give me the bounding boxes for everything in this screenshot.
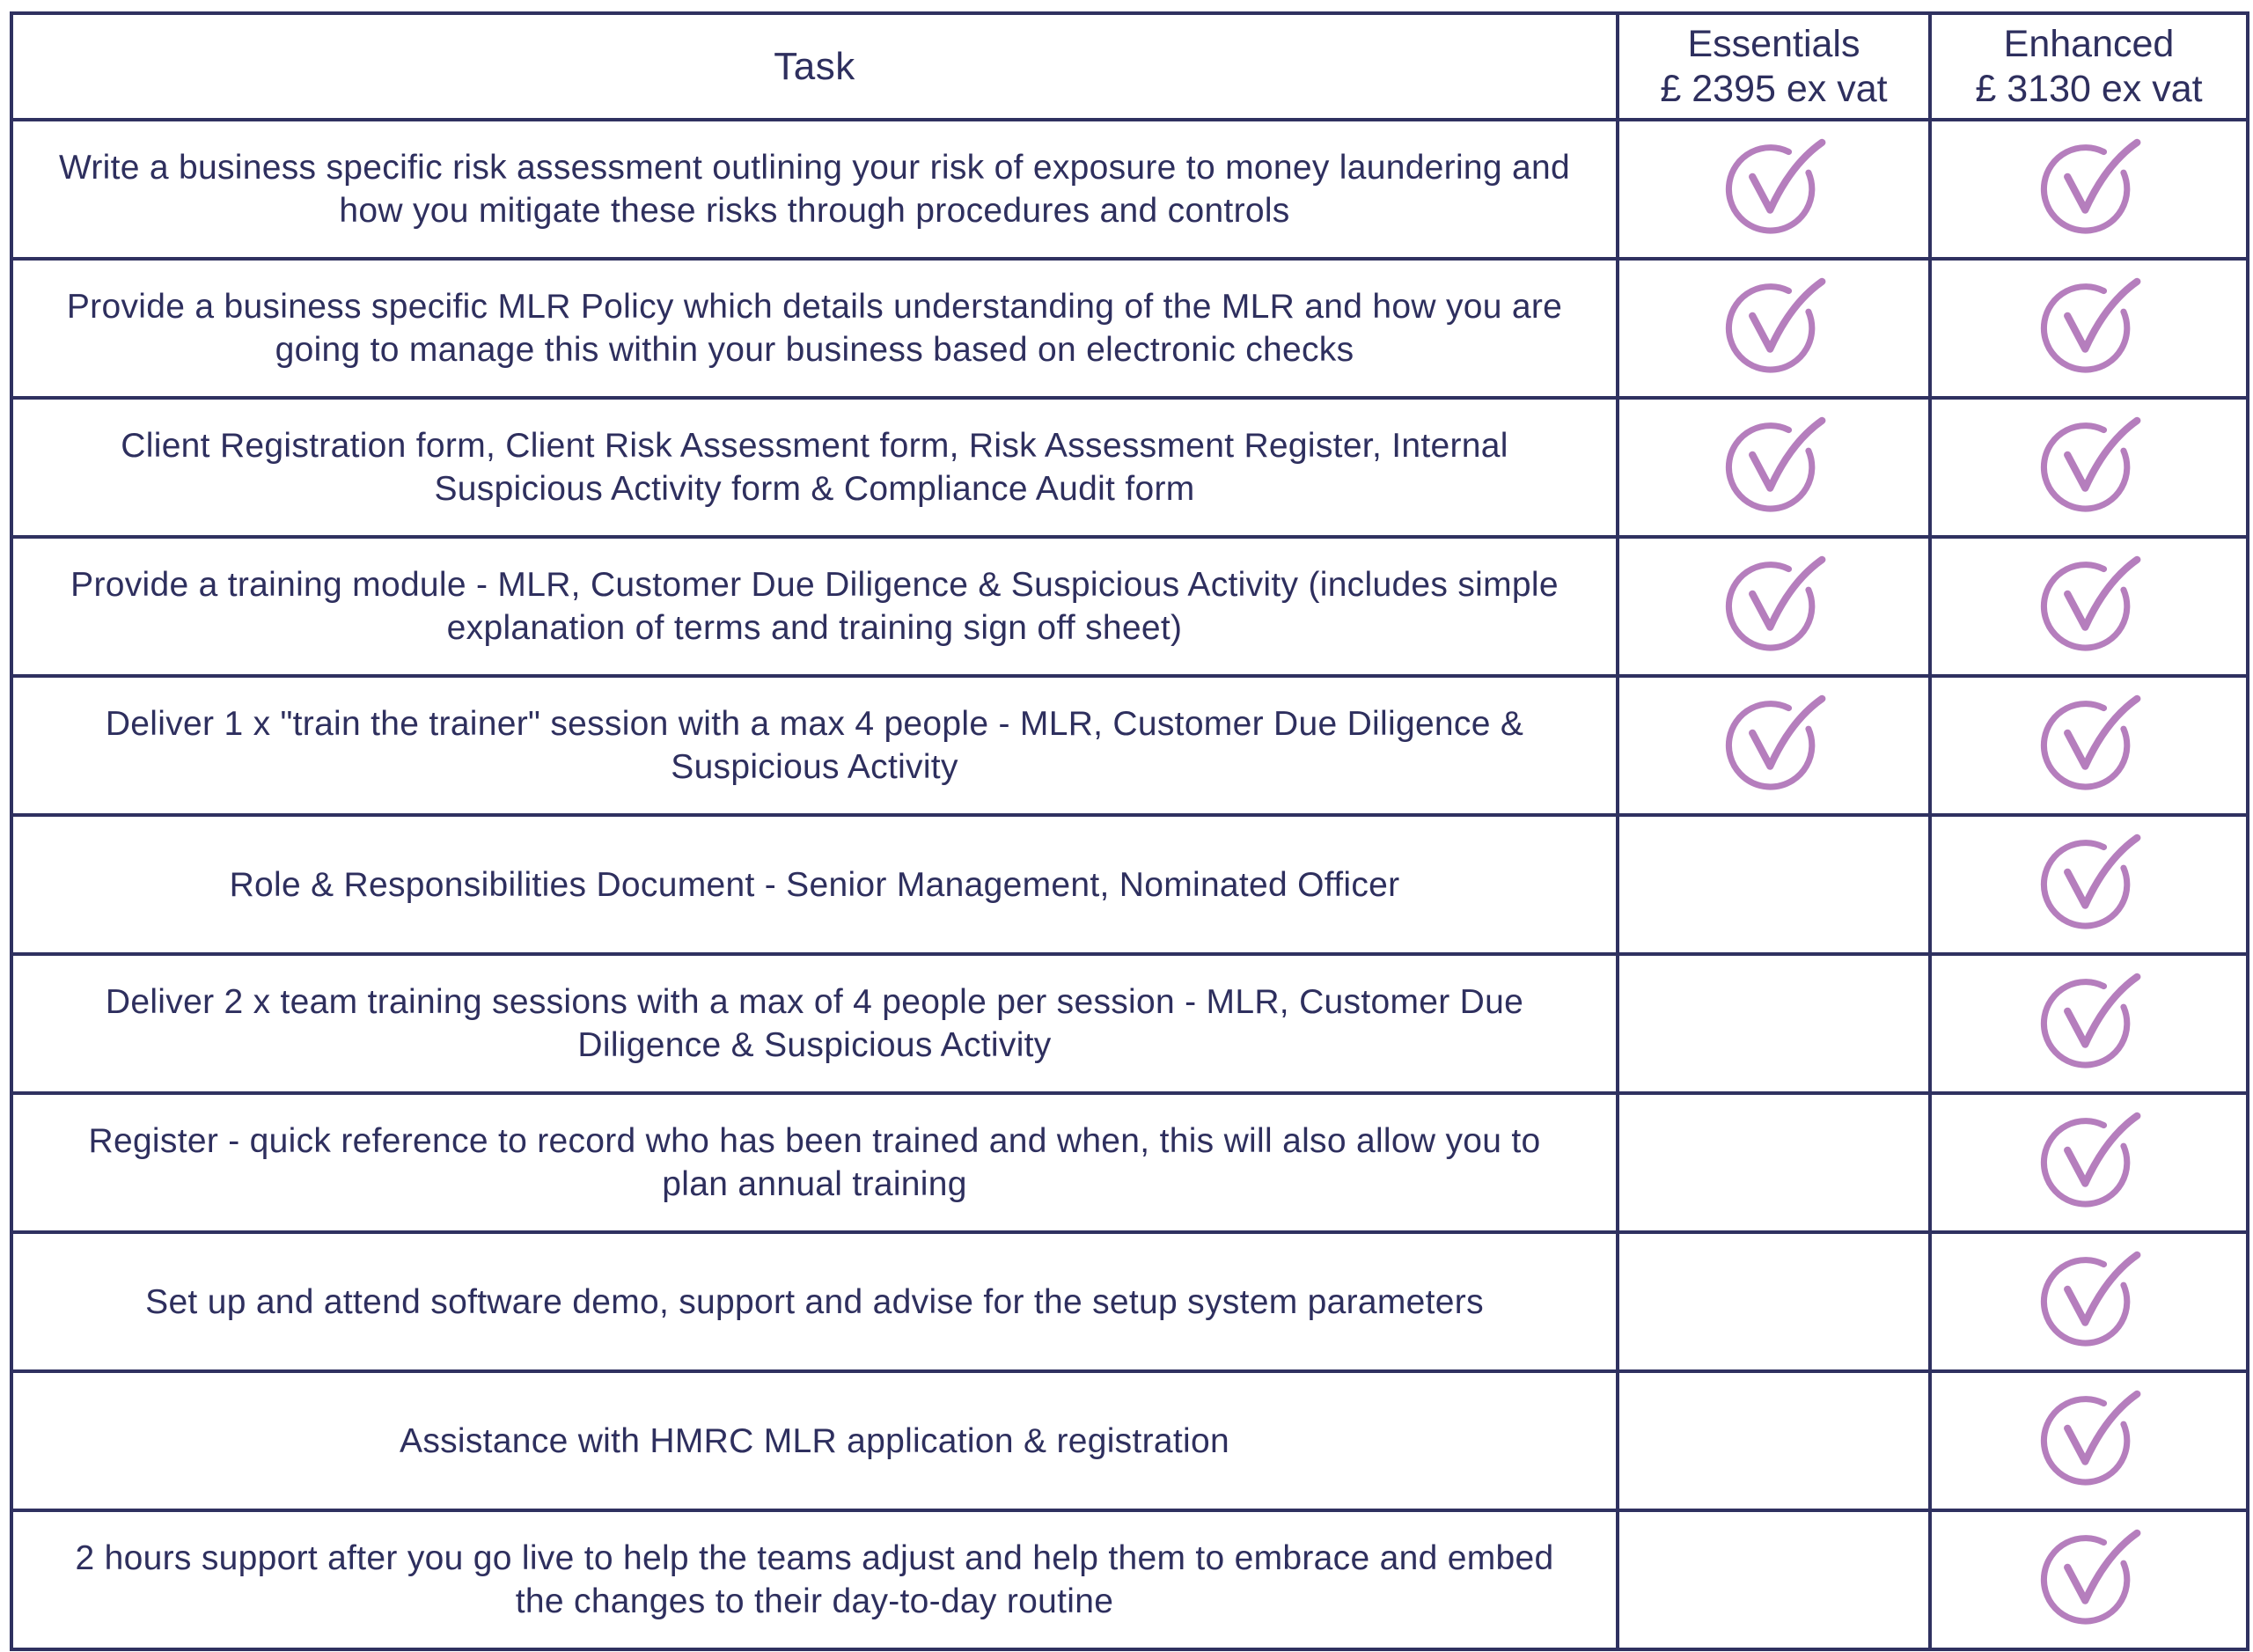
table-row <box>11 120 2248 259</box>
check-circle-icon <box>2037 694 2141 797</box>
check-circle-icon <box>2037 1250 2141 1354</box>
enhanced-plan-name: Enhanced <box>2003 22 2175 65</box>
package-comparison-table <box>10 11 2249 1651</box>
essentials-included-cell <box>1618 398 1930 537</box>
task-description: Client Registration form, Client Risk Assessment form, Risk Assessment Register, Internal Suspicious Activity form & Compliance Audit form <box>11 398 1618 537</box>
check-circle-icon <box>2037 972 2141 1076</box>
essentials-included-cell <box>1618 120 1930 259</box>
enhanced-plan-price: £ 3130 ex vat <box>1975 67 2203 110</box>
essentials-plan-name: Essentials <box>1687 22 1860 65</box>
essentials-included-cell <box>1618 954 1930 1093</box>
check-circle-icon <box>1722 694 1826 797</box>
check-circle-icon <box>2037 137 2141 241</box>
enhanced-included-cell <box>1930 398 2248 537</box>
task-description: Set up and attend software demo, support and advise for the setup system parameters <box>11 1232 1618 1371</box>
essentials-included-cell <box>1618 1510 1930 1649</box>
essentials-included-cell <box>1618 676 1930 815</box>
enhanced-included-cell <box>1930 259 2248 398</box>
table-row <box>11 954 2248 1093</box>
task-description: Write a business specific risk assessment outlining your risk of exposure to money laundering and how you mitigate these risks through procedures and controls <box>11 120 1618 259</box>
task-description: Role & Responsibilities Document - Senior Management, Nominated Officer <box>11 815 1618 954</box>
task-description: Deliver 1 x "train the trainer" session with a max 4 people - MLR, Customer Due Diligence & Suspicious Activity <box>11 676 1618 815</box>
table-row <box>11 815 2248 954</box>
table-row <box>11 1232 2248 1371</box>
essentials-included-cell <box>1618 259 1930 398</box>
enhanced-included-cell <box>1930 1510 2248 1649</box>
check-circle-icon <box>1722 137 1826 241</box>
check-circle-icon <box>2037 1111 2141 1215</box>
task-column-header: Task <box>11 13 1618 120</box>
task-description: Provide a business specific MLR Policy which details understanding of the MLR and how you are going to manage this within your business based on electronic checks <box>11 259 1618 398</box>
table-row <box>11 1093 2248 1232</box>
essentials-included-cell <box>1618 815 1930 954</box>
check-circle-icon <box>1722 276 1826 380</box>
check-circle-icon <box>2037 554 2141 658</box>
enhanced-included-cell <box>1930 676 2248 815</box>
enhanced-included-cell <box>1930 1232 2248 1371</box>
enhanced-included-cell <box>1930 537 2248 676</box>
check-circle-icon <box>2037 276 2141 380</box>
check-circle-icon <box>2037 1389 2141 1493</box>
essentials-included-cell <box>1618 1371 1930 1510</box>
essentials-included-cell <box>1618 537 1930 676</box>
table-row <box>11 1510 2248 1649</box>
task-description: 2 hours support after you go live to help the teams adjust and help them to embrace and embed the changes to their day-to-day routine <box>11 1510 1618 1649</box>
essentials-plan-price: £ 2395 ex vat <box>1660 67 1888 110</box>
check-circle-icon <box>1722 415 1826 519</box>
table-row <box>11 676 2248 815</box>
check-circle-icon <box>1722 554 1826 658</box>
check-circle-icon <box>2037 833 2141 936</box>
check-circle-icon <box>2037 1528 2141 1632</box>
essentials-column-header <box>1618 13 1930 120</box>
check-circle-icon <box>2037 415 2141 519</box>
essentials-included-cell <box>1618 1093 1930 1232</box>
task-description: Register - quick reference to record who has been trained and when, this will also allow you to plan annual training <box>11 1093 1618 1232</box>
table-row <box>11 259 2248 398</box>
enhanced-included-cell <box>1930 954 2248 1093</box>
table-row <box>11 398 2248 537</box>
table-row <box>11 1371 2248 1510</box>
essentials-included-cell <box>1618 1232 1930 1371</box>
table-row <box>11 537 2248 676</box>
task-description: Provide a training module - MLR, Customer Due Diligence & Suspicious Activity (includes simple explanation of terms and training sign off sheet) <box>11 537 1618 676</box>
enhanced-column-header <box>1930 13 2248 120</box>
table-body <box>11 120 2248 1649</box>
task-description: Assistance with HMRC MLR application & registration <box>11 1371 1618 1510</box>
header-row <box>11 13 2248 120</box>
enhanced-included-cell <box>1930 1093 2248 1232</box>
task-description: Deliver 2 x team training sessions with a max of 4 people per session - MLR, Customer Due Diligence & Suspicious Activity <box>11 954 1618 1093</box>
enhanced-included-cell <box>1930 120 2248 259</box>
enhanced-included-cell <box>1930 815 2248 954</box>
enhanced-included-cell <box>1930 1371 2248 1510</box>
